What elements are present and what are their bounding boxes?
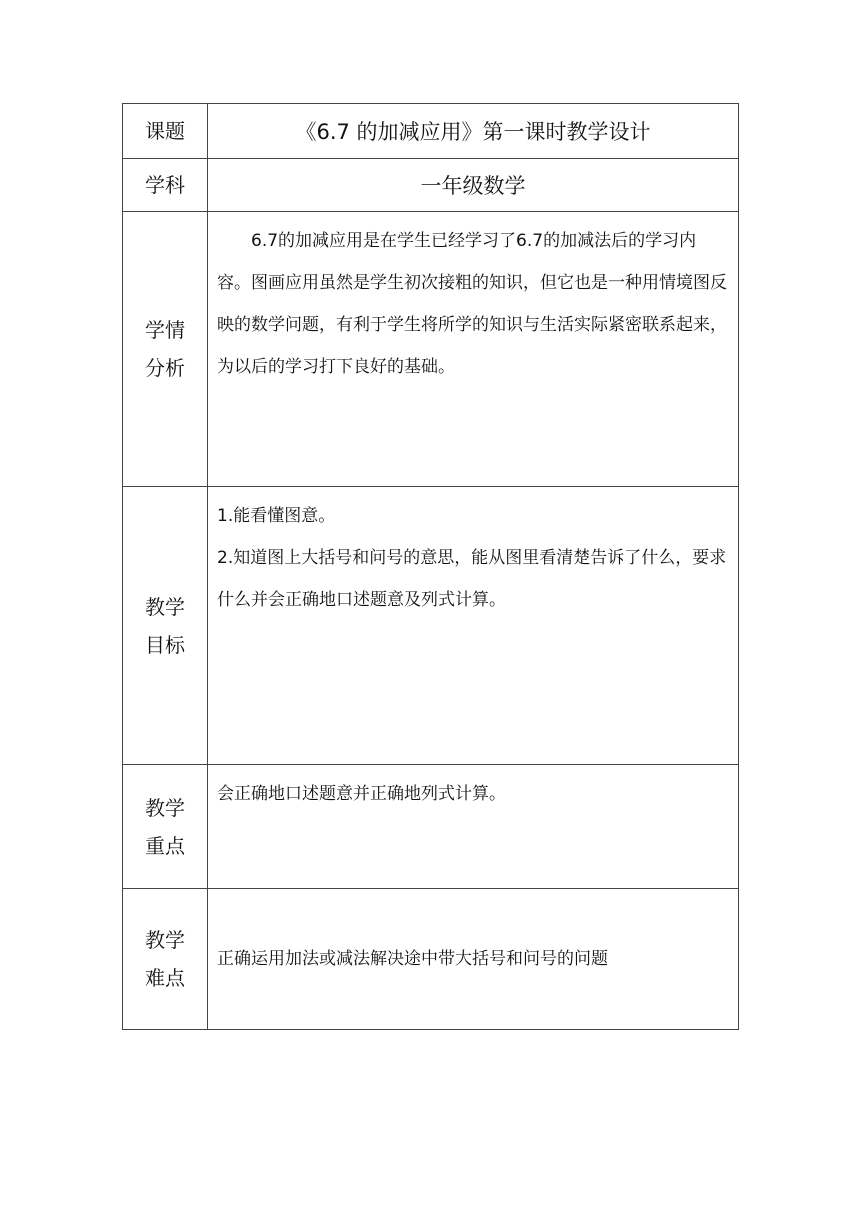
row-goals (123, 487, 739, 765)
key-points-text: 会正确地口述题意并正确地列式计算。 (217, 784, 506, 804)
key-points-label (123, 765, 208, 889)
subject-label: 学科 (123, 159, 208, 212)
goals-label-line1: 教学 (145, 594, 185, 619)
key-points-label-line2: 重点 (145, 833, 185, 858)
analysis-text: 6.7的加减应用是在学生已经学习了6.7的加减法后的学习内容。图画应用虽然是学生初次接粗的知识，但它也是一种用情境图反映的数学问题，有利于学生将所学的知识与生活实际紧密联系起来，为以后的学习打下良好的基础。 (217, 231, 727, 377)
title-label: 课题 (123, 104, 208, 159)
row-subject (123, 159, 739, 212)
analysis-label-line2: 分析 (145, 356, 185, 380)
subject-value: 一年级数学 (208, 159, 739, 212)
row-difficulties (123, 889, 739, 1030)
analysis-label (123, 212, 208, 487)
lesson-plan-table (122, 103, 739, 1030)
difficulties-label (123, 889, 208, 1030)
goal-item-1: 1.能看懂图意。 (217, 506, 336, 526)
lesson-title: 《6.7 的加减应用》第一课时教学设计 (208, 104, 739, 159)
row-title (123, 104, 739, 159)
goals-label (123, 487, 208, 765)
goal-item-2: 2.知道图上大括号和问号的意思，能从图里看清楚告诉了什么，要求什么并会正确地口述题意及列式计算。 (217, 548, 727, 610)
row-key-points (123, 765, 739, 889)
difficulties-label-line1: 教学 (145, 928, 185, 952)
row-analysis (123, 212, 739, 487)
goals-label-line2: 目标 (145, 632, 185, 657)
difficulties-content (208, 889, 739, 1030)
goals-content (208, 487, 739, 765)
key-points-content (208, 765, 739, 889)
difficulties-text: 正确运用加法或减法解决途中带大括号和问号的问题 (217, 949, 608, 969)
analysis-content (208, 212, 739, 487)
analysis-label-line1: 学情 (145, 318, 185, 342)
difficulties-label-line2: 难点 (145, 966, 185, 990)
key-points-label-line1: 教学 (145, 795, 185, 820)
